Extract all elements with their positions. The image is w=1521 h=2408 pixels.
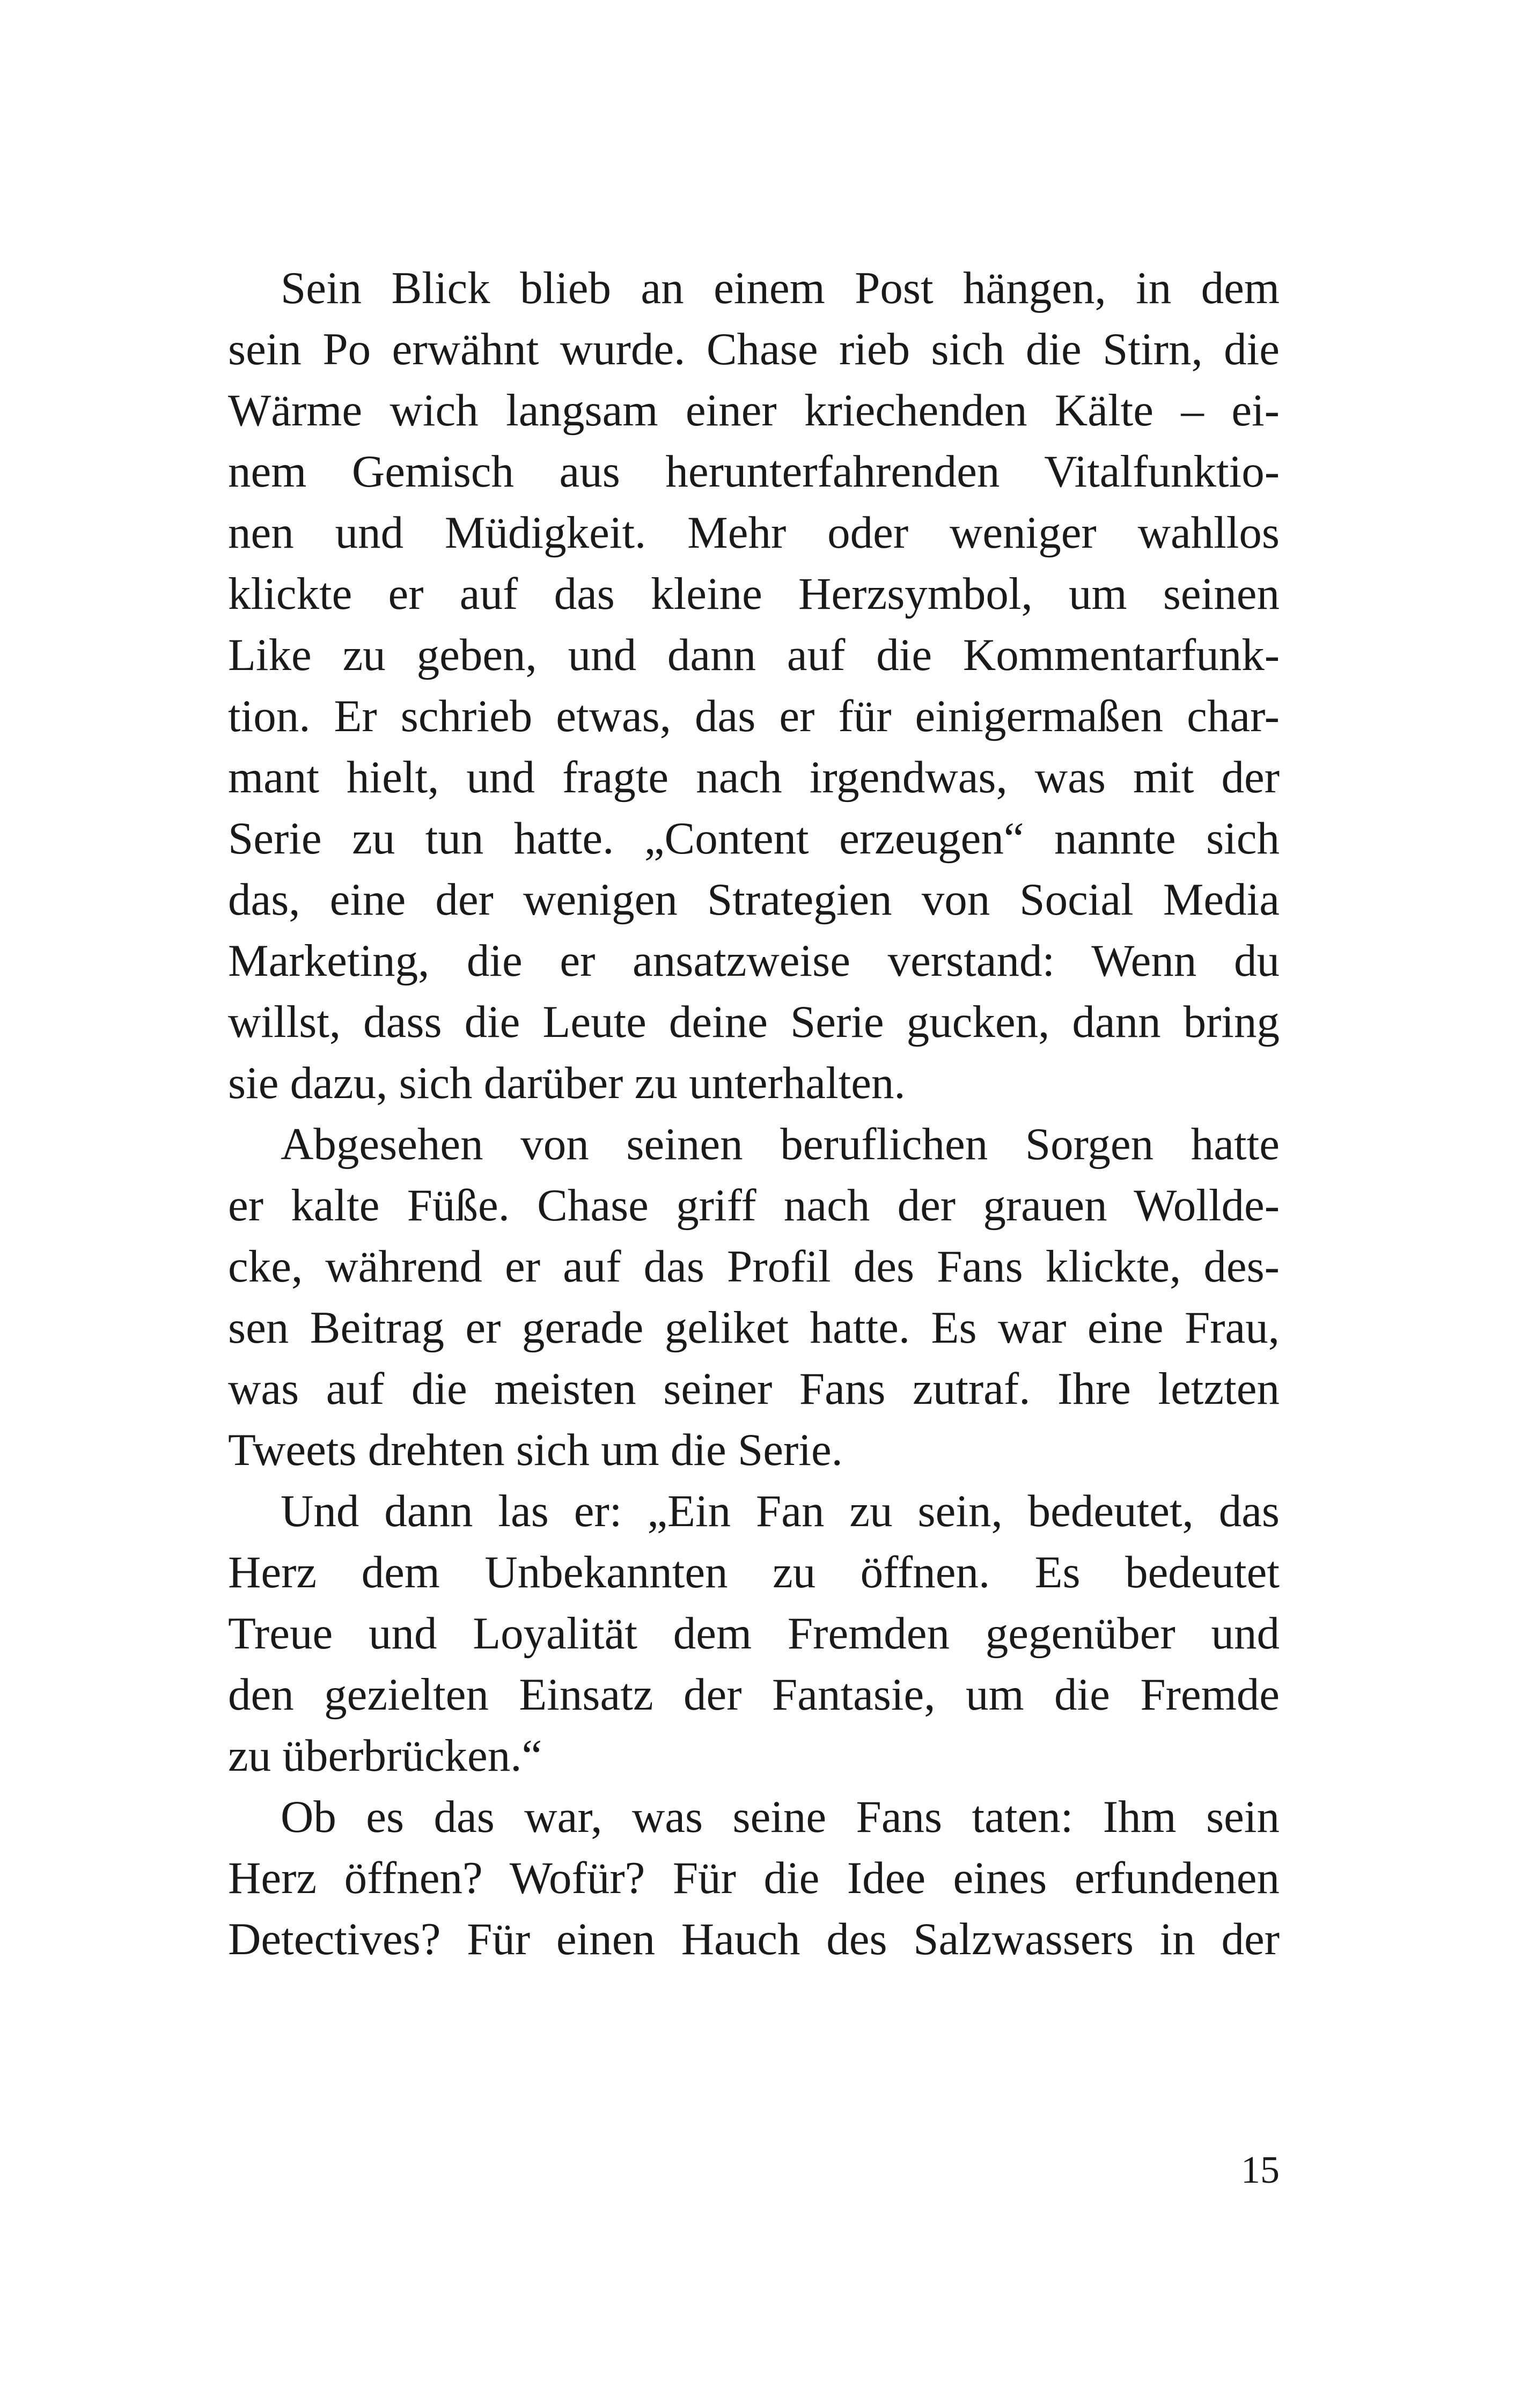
text-line: Herz öffnen? Wofür? Für die Idee eines erfundenen (228, 1853, 1280, 1903)
text-line: Treue und Loyalität dem Fremden gegenüber und (228, 1608, 1280, 1659)
text-line: willst, dass die Leute deine Serie gucken, dann bring (228, 997, 1280, 1047)
text-line: nen und Müdigkeit. Mehr oder weniger wahllos (228, 507, 1280, 558)
text-line: Sein Blick blieb an einem Post hängen, in dem (281, 263, 1280, 313)
text-line: Abgesehen von seinen beruflichen Sorgen hatte (281, 1119, 1280, 1169)
text-line: das, eine der wenigen Strategien von Social Media (228, 874, 1280, 925)
text-line: Und dann las er: „Ein Fan zu sein, bedeutet, das (281, 1486, 1280, 1536)
text-line: zu überbrücken.“ (228, 1730, 542, 1781)
body-text (228, 257, 1280, 1970)
text-line: Wärme wich langsam einer kriechenden Kälte – ei- (228, 385, 1280, 436)
text-line: klickte er auf das kleine Herzsymbol, um seinen (228, 569, 1280, 619)
text-line: sie dazu, sich darüber zu unterhalten. (228, 1058, 906, 1108)
text-line: den gezielten Einsatz der Fantasie, um die Fremde (228, 1669, 1280, 1720)
text-line: sein Po erwähnt wurde. Chase rieb sich die Stirn, die (228, 324, 1280, 374)
page-number: 15 (1241, 2148, 1280, 2191)
text-line: was auf die meisten seiner Fans zutraf. Ihre letzten (228, 1364, 1280, 1414)
text-line: nem Gemisch aus herunterfahrenden Vitalfunktio- (228, 446, 1280, 497)
text-line: Ob es das war, was seine Fans taten: Ihm sein (281, 1792, 1280, 1842)
text-line: cke, während er auf das Profil des Fans klickte, des- (228, 1241, 1280, 1292)
paragraph (228, 1786, 1280, 1970)
text-line: Marketing, die er ansatzweise verstand: Wenn du (228, 936, 1280, 986)
text-line: sen Beitrag er gerade geliket hatte. Es war eine Frau, (228, 1302, 1280, 1353)
text-line: er kalte Füße. Chase griff nach der grauen Wollde- (228, 1180, 1280, 1231)
text-line: Tweets drehten sich um die Serie. (228, 1425, 843, 1475)
text-line: Detectives? Für einen Hauch des Salzwassers in der (228, 1914, 1280, 1964)
text-line: Like zu geben, und dann auf die Kommentarfunk- (228, 630, 1280, 680)
text-line: tion. Er schrieb etwas, das er für einigermaßen char- (228, 691, 1280, 741)
paragraph (228, 1114, 1280, 1481)
text-line: mant hielt, und fragte nach irgendwas, was mit der (228, 752, 1280, 802)
text-line: Serie zu tun hatte. „Content erzeugen“ nannte sich (228, 813, 1280, 864)
paragraph (228, 257, 1280, 1114)
text-line: Herz dem Unbekannten zu öffnen. Es bedeutet (228, 1547, 1280, 1597)
paragraph (228, 1481, 1280, 1786)
